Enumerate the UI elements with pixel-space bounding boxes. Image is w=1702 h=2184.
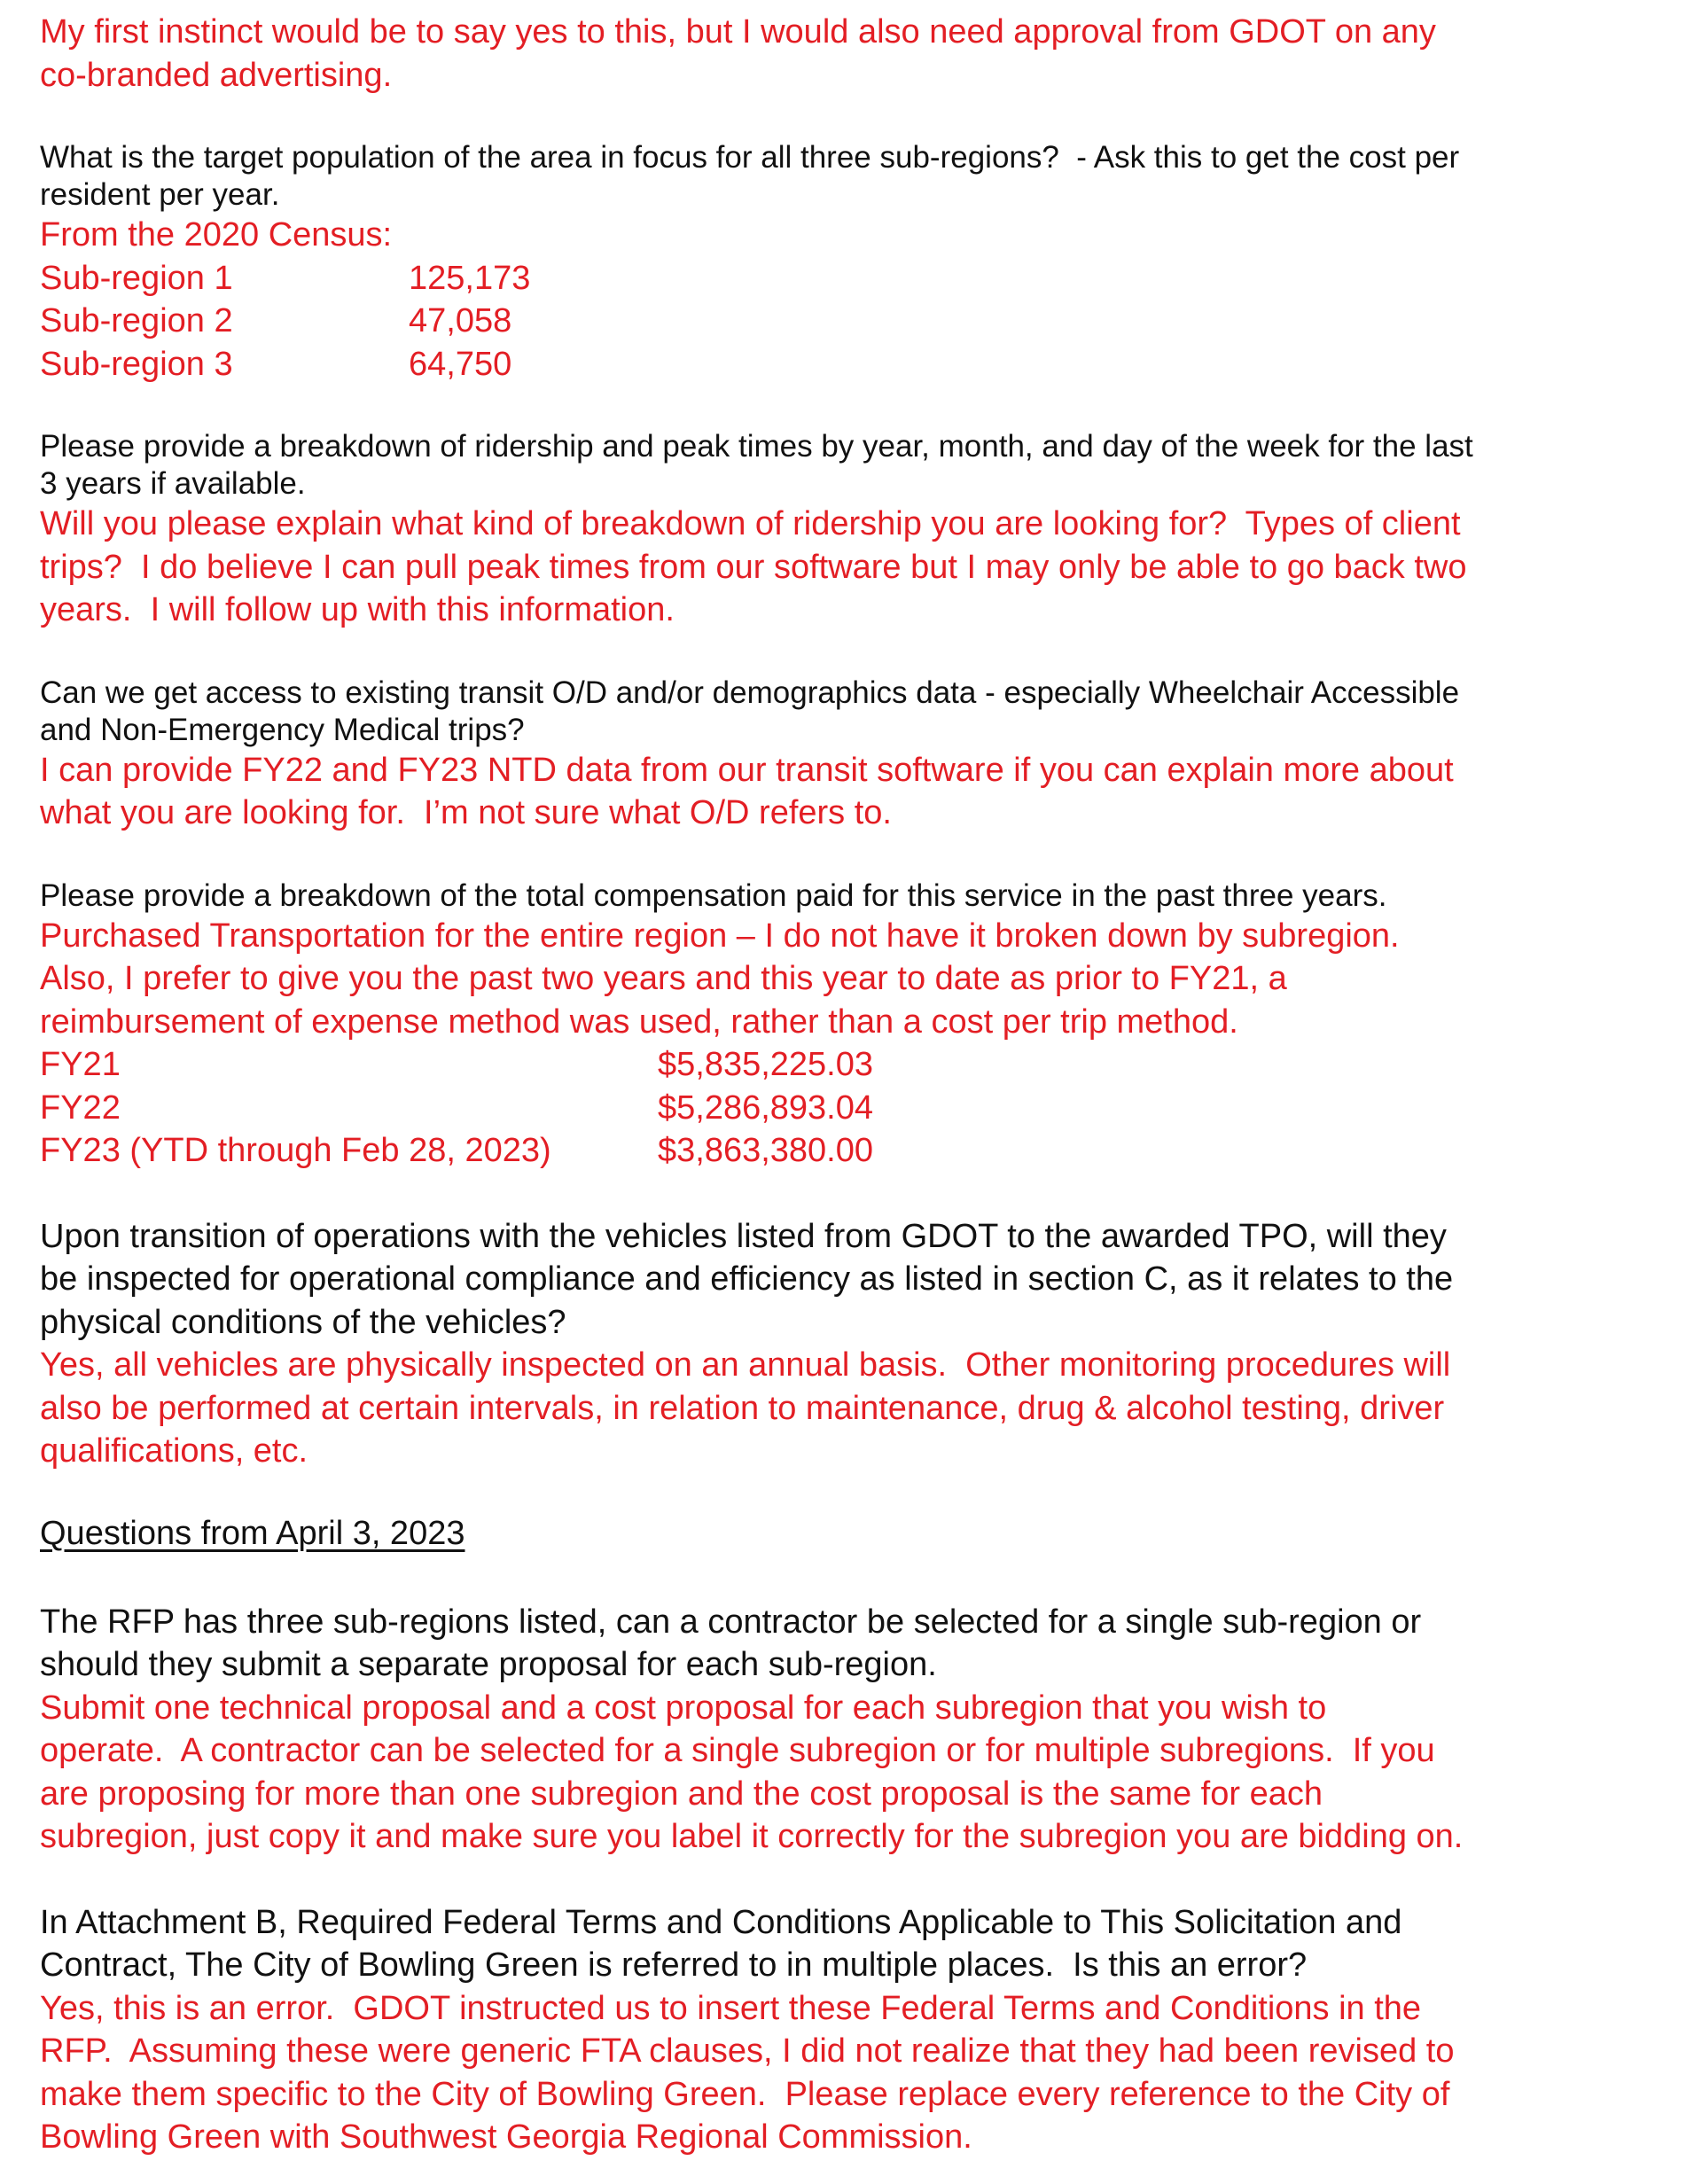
row-value: 64,750	[409, 345, 512, 383]
row-value: $5,835,225.03	[658, 1046, 874, 1083]
qa-od-data	[40, 675, 1671, 835]
answer-line: qualifications, etc.	[40, 1432, 308, 1470]
qa-population	[40, 139, 1671, 386]
answer-line: Yes, this is an error. GDOT instructed us to insert these Federal Terms and Conditions in the	[40, 1989, 1422, 2027]
answer-line: Yes, all vehicles are physically inspected on an annual basis. Other monitoring procedures will	[40, 1346, 1451, 1384]
answer-line: Submit one technical proposal and a cost proposal for each subregion that you wish to	[40, 1689, 1327, 1727]
question-line: Upon transition of operations with the vehicles listed from GDOT to the awarded TPO, will they	[40, 1217, 1447, 1255]
question-line: 3 years if available.	[40, 466, 306, 501]
answer-line: Will you please explain what kind of breakdown of ridership you are looking for? Types of client	[40, 505, 1461, 542]
answer-line: what you are looking for. I’m not sure what O/D refers to.	[40, 794, 892, 831]
answer-line: Also, I prefer to give you the past two years and this year to date as prior to FY21, a	[40, 960, 1287, 997]
answer-line: I can provide FY22 and FY23 NTD data from our transit software if you can explain more about	[40, 751, 1454, 789]
row-label: FY22	[40, 1088, 121, 1127]
answer-line: My first instinct would be to say yes to this, but I would also need approval from GDOT on any	[40, 13, 1436, 51]
compensation-row	[40, 1129, 1671, 1173]
answer-line: also be performed at certain intervals, in relation to maintenance, drug & alcohol testing, driver	[40, 1389, 1445, 1427]
answer-line: operate. A contractor can be selected for a single subregion or for multiple subregions. If you	[40, 1732, 1435, 1769]
question-line: resident per year.	[40, 177, 280, 212]
row-label: FY23 (YTD through Feb 28, 2023)	[40, 1132, 551, 1169]
answer-line: years. I will follow up with this information.	[40, 591, 675, 628]
answer-line: make them specific to the City of Bowling Green. Please replace every reference to the City of	[40, 2075, 1450, 2113]
question-line: Please provide a breakdown of the total compensation paid for this service in the past three years.	[40, 878, 1387, 913]
question-line: be inspected for operational compliance and efficiency as listed in section C, as it relates to the	[40, 1260, 1454, 1298]
population-row	[40, 300, 1671, 343]
question-line: and Non-Emergency Medical trips?	[40, 712, 525, 747]
answer-line: co-branded advertising.	[40, 56, 393, 94]
population-row	[40, 257, 1671, 300]
answer-line: RFP. Assuming these were generic FTA clauses, I did not realize that they had been revised to	[40, 2032, 1455, 2070]
row-label: Sub-region 3	[40, 345, 233, 383]
compensation-row	[40, 1087, 1671, 1130]
question-line: physical conditions of the vehicles?	[40, 1303, 566, 1341]
intro-answer	[40, 11, 1671, 97]
question-line: In Attachment B, Required Federal Terms and Conditions Applicable to This Solicitation and	[40, 1903, 1402, 1941]
document-page	[40, 11, 1671, 2159]
row-value: 47,058	[409, 302, 512, 339]
question-line: The RFP has three sub-regions listed, can a contractor be selected for a single sub-region or	[40, 1603, 1422, 1641]
answer-line: From the 2020 Census:	[40, 216, 393, 254]
question-line: should they submit a separate proposal for each sub-region.	[40, 1646, 937, 1683]
question-line: Contract, The City of Bowling Green is referred to in multiple places. Is this an error?	[40, 1946, 1308, 1984]
answer-line: reimbursement of expense method was used, rather than a cost per trip method.	[40, 1002, 1238, 1041]
qa-attachment-b	[40, 1901, 1671, 2159]
question-line: Please provide a breakdown of ridership and peak times by year, month, and day of the week for the last	[40, 429, 1473, 464]
answer-line: Bowling Green with Southwest Georgia Regional Commission.	[40, 2118, 972, 2156]
answer-line: trips? I do believe I can pull peak times from our software but I may only be able to go back two	[40, 548, 1467, 586]
row-label: FY21	[40, 1046, 121, 1083]
row-value: 125,173	[409, 259, 531, 297]
qa-compensation	[40, 878, 1671, 1173]
answer-line: Purchased Transportation for the entire region – I do not have it broken down by subregion.	[40, 916, 1400, 955]
qa-inspection	[40, 1215, 1671, 1473]
qa-ridership	[40, 428, 1671, 632]
row-label: Sub-region 1	[40, 259, 233, 297]
qa-subregions	[40, 1601, 1671, 1859]
compensation-row	[40, 1043, 1671, 1087]
question-line: Can we get access to existing transit O/D and/or demographics data - especially Wheelchair Accessible	[40, 675, 1460, 710]
row-value: $3,863,380.00	[658, 1132, 874, 1169]
question-line: What is the target population of the area in focus for all three sub-regions? - Ask this to get the cost per	[40, 140, 1460, 175]
answer-line: subregion, just copy it and make sure you label it correctly for the subregion you are bidding on.	[40, 1818, 1464, 1855]
population-row	[40, 343, 1671, 386]
row-label: Sub-region 2	[40, 302, 233, 339]
answer-line: are proposing for more than one subregion and the cost proposal is the same for each	[40, 1774, 1323, 1813]
row-value: $5,286,893.04	[658, 1088, 874, 1127]
section-heading: Questions from April 3, 2023	[40, 1514, 465, 1552]
